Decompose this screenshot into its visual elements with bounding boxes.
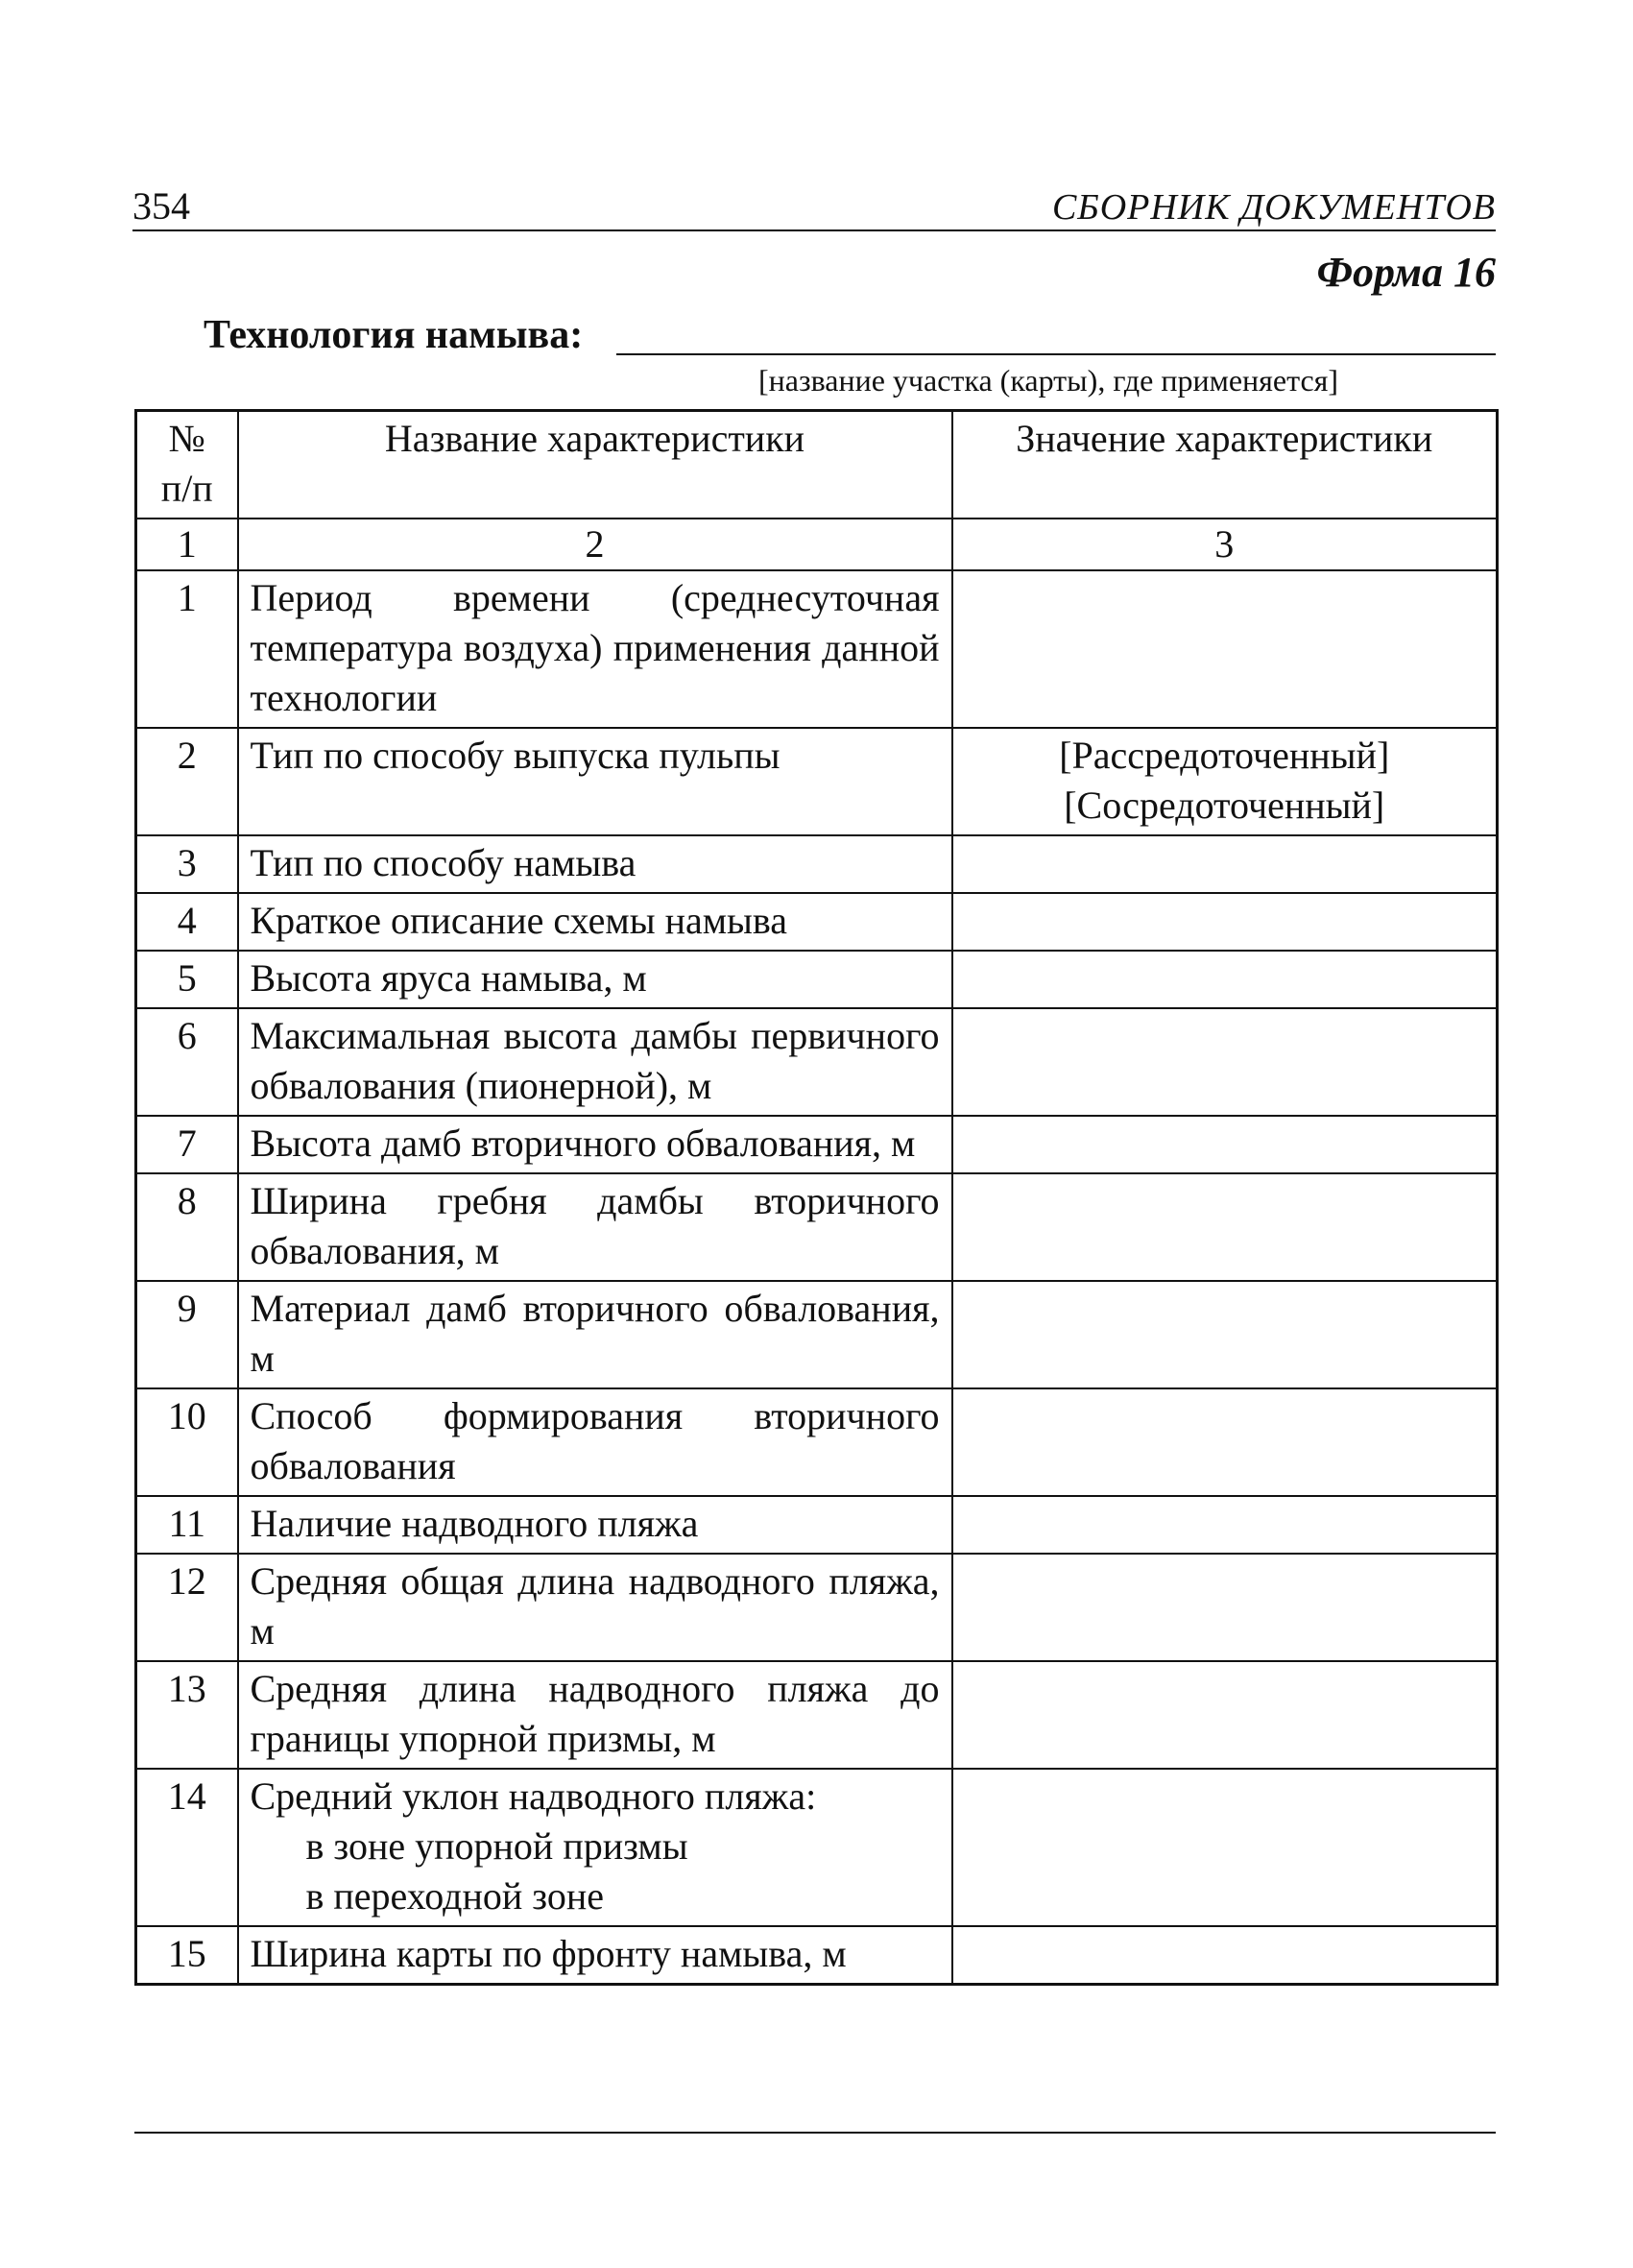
form-label: Форма 16 xyxy=(1316,249,1496,296)
row-num: 9 xyxy=(136,1281,238,1388)
row-name: Краткое описание схемы намыва xyxy=(238,893,952,951)
row-value xyxy=(952,570,1498,728)
row-value xyxy=(952,728,1498,835)
column-number: 1 xyxy=(136,519,238,570)
row-name: Максимальная высота дамбы первичного обвалования (пионерной), м xyxy=(238,1008,952,1116)
row-num: 5 xyxy=(136,951,238,1008)
header-name: Название характеристики xyxy=(238,411,952,519)
row-num: 1 xyxy=(136,570,238,728)
row-value xyxy=(952,835,1498,893)
row-name: Ширина карты по фронту намыва, м xyxy=(238,1926,952,1985)
table-row xyxy=(136,1008,1498,1116)
row-name: Материал дамб вторичного обвалования, м xyxy=(238,1281,952,1388)
row-value xyxy=(952,1281,1498,1388)
row-value xyxy=(952,1116,1498,1173)
row-name: Высота дамб вторичного обвалования, м xyxy=(238,1116,952,1173)
row-num: 8 xyxy=(136,1173,238,1281)
value-option: [Рассредоточенный] xyxy=(1059,734,1390,777)
column-number: 3 xyxy=(952,519,1498,570)
row-num: 11 xyxy=(136,1496,238,1554)
technology-fill-line xyxy=(616,353,1496,355)
characteristics-table xyxy=(134,409,1499,1986)
row-num: 14 xyxy=(136,1769,238,1926)
row-name: Средняя общая длина надводного пляжа, м xyxy=(238,1554,952,1661)
row-value xyxy=(952,1008,1498,1116)
row-name: Тип по способу намыва xyxy=(238,835,952,893)
row-name: Способ формирования вторичного обвалования xyxy=(238,1388,952,1496)
row-value xyxy=(952,893,1498,951)
table-row xyxy=(136,1554,1498,1661)
row-num: 13 xyxy=(136,1661,238,1769)
row-value xyxy=(952,1388,1498,1496)
table-row xyxy=(136,1281,1498,1388)
row-num: 10 xyxy=(136,1388,238,1496)
technology-label: Технология намыва: xyxy=(204,313,584,357)
table-row xyxy=(136,951,1498,1008)
row-value xyxy=(952,1926,1498,1985)
table-row xyxy=(136,728,1498,835)
row-name: Средняя длина надводного пляжа до границы упорной призмы, м xyxy=(238,1661,952,1769)
table-row xyxy=(136,1496,1498,1554)
technology-hint: [название участка (карты), где применяется] xyxy=(757,363,1339,398)
table-row xyxy=(136,1388,1498,1496)
row-name-sub: в зоне упорной призмы xyxy=(305,1824,688,1868)
row-value xyxy=(952,1173,1498,1281)
row-num: 6 xyxy=(136,1008,238,1116)
row-name-main: Средний уклон надводного пляжа: xyxy=(250,1774,817,1818)
table-row xyxy=(136,1116,1498,1173)
row-value xyxy=(952,1554,1498,1661)
header-num: № п/п xyxy=(136,411,238,519)
table-row xyxy=(136,570,1498,728)
row-name: Период времени (среднесуточная температура воздуха) применения данной технологии xyxy=(238,570,952,728)
row-num: 7 xyxy=(136,1116,238,1173)
row-num: 3 xyxy=(136,835,238,893)
table-row xyxy=(136,1926,1498,1985)
row-name: Ширина гребня дамбы вторичного обвалования, м xyxy=(238,1173,952,1281)
column-number-row xyxy=(136,519,1498,570)
row-num: 4 xyxy=(136,893,238,951)
table-row xyxy=(136,1173,1498,1281)
value-option: [Сосредоточенный] xyxy=(1064,784,1385,827)
row-name: Тип по способу выпуска пульпы xyxy=(238,728,952,835)
row-value xyxy=(952,1496,1498,1554)
row-num: 15 xyxy=(136,1926,238,1985)
collection-title: СБОРНИК ДОКУМЕНТОВ xyxy=(1051,187,1496,228)
table-header-row xyxy=(136,411,1498,519)
table-row xyxy=(136,1769,1498,1926)
header-value: Значение характеристики xyxy=(952,411,1498,519)
row-name-sub: в переходной зоне xyxy=(305,1874,604,1918)
row-value xyxy=(952,1769,1498,1926)
bottom-rule xyxy=(134,2132,1496,2134)
table-row xyxy=(136,893,1498,951)
table-row xyxy=(136,1661,1498,1769)
row-value xyxy=(952,951,1498,1008)
row-name: Высота яруса намыва, м xyxy=(238,951,952,1008)
row-num: 12 xyxy=(136,1554,238,1661)
table-row xyxy=(136,835,1498,893)
row-num: 2 xyxy=(136,728,238,835)
row-name xyxy=(238,1769,952,1926)
running-header xyxy=(132,176,1496,231)
page-number: 354 xyxy=(132,184,190,228)
column-number: 2 xyxy=(238,519,952,570)
row-name: Наличие надводного пляжа xyxy=(238,1496,952,1554)
row-value xyxy=(952,1661,1498,1769)
